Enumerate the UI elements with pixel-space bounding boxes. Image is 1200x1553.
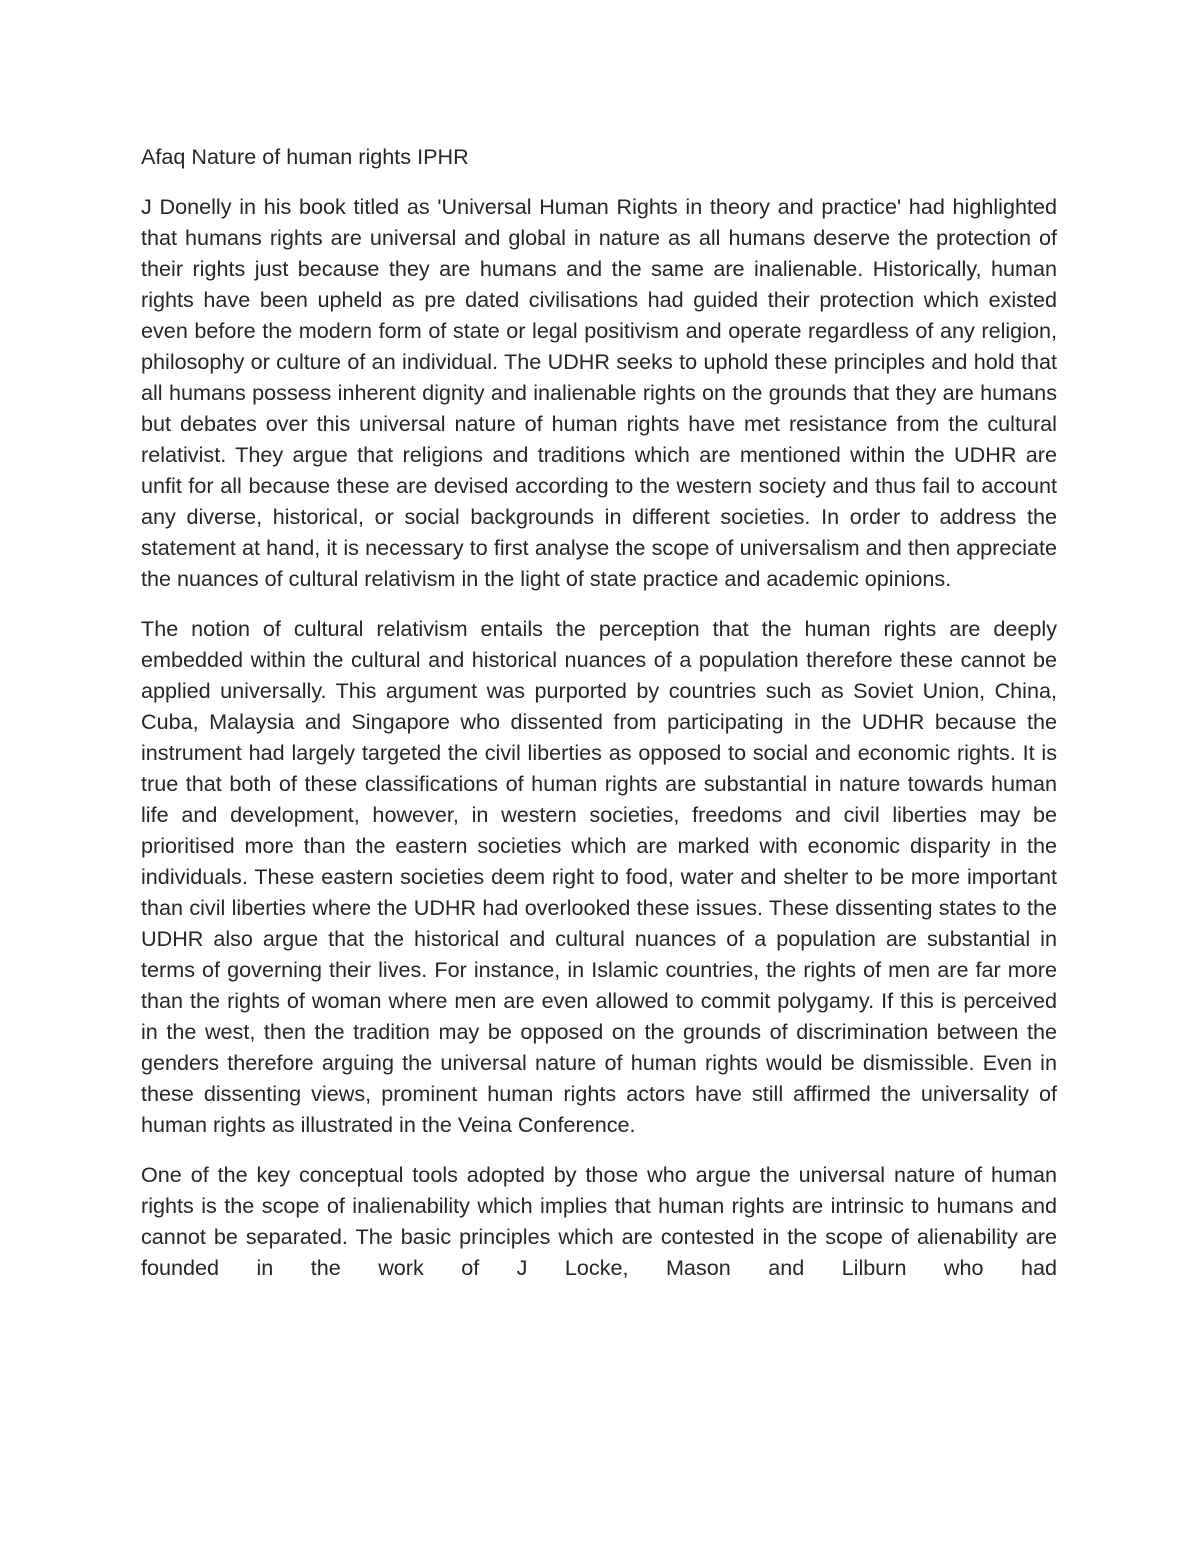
paragraph-universalism-intro: J Donelly in his book titled as 'Universal Human Rights in theory and practice' had highlighted that humans rights are universal and global in nature as all humans deserve the protection of their rights just because they are humans and the same are inalienable. Historically, human rights have been upheld as pre dated civilisations had guided their protection which existed even before the modern form of state or legal positivism and operate regardless of any religion, philosophy or culture of an individual. The UDHR seeks to uphold these principles and hold that all humans possess inherent dignity and inalienable rights on the grounds that they are humans but debates over this universal nature of human rights have met resistance from the cultural relativist. They argue that religions and traditions which are mentioned within the UDHR are unfit for all because these are devised according to the western society and thus fail to account any diverse, historical, or social backgrounds in different societies. In order to address the statement at hand, it is necessary to first analyse the scope of universalism and then appreciate the nuances of cultural relativism in the light of state practice and academic opinions.	[141, 194, 1057, 591]
document-body	[141, 141, 1057, 1283]
paragraph-cultural-relativism: The notion of cultural relativism entails the perception that the human rights are deeply embedded within the cultural and historical nuances of a population therefore these cannot be applied universally. This argument was purported by countries such as Soviet Union, China, Cuba, Malaysia and Singapore who dissented from participating in the UDHR because the instrument had largely targeted the civil liberties as opposed to social and economic rights. It is true that both of these classifications of human rights are substantial in nature towards human life and development, however, in western societies, freedoms and civil liberties may be prioritised more than the eastern societies which are marked with economic disparity in the individuals. These eastern societies deem right to food, water and shelter to be more important than civil liberties where the UDHR had overlooked these issues. These dissenting states to the UDHR also argue that the historical and cultural nuances of a population are substantial in terms of governing their lives. For instance, in Islamic countries, the rights of men are far more than the rights of woman where men are even allowed to commit polygamy. If this is perceived in the west, then the tradition may be opposed on the grounds of discrimination between the genders therefore arguing the universal nature of human rights would be dismissible. Even in these dissenting views, prominent human rights actors have still affirmed the universality of human rights as illustrated in the Veina Conference.	[141, 616, 1057, 1137]
paragraph-inalienability: One of the key conceptual tools adopted by those who argue the universal nature of human rights is the scope of inalienability which implies that human rights are intrinsic to humans and cannot be separated. The basic principles which are contested in the scope of alienability are founded in the work of J Locke, Mason and Lilburn who had	[141, 1162, 1057, 1280]
document-title: Afaq Nature of human rights IPHR	[141, 144, 469, 169]
